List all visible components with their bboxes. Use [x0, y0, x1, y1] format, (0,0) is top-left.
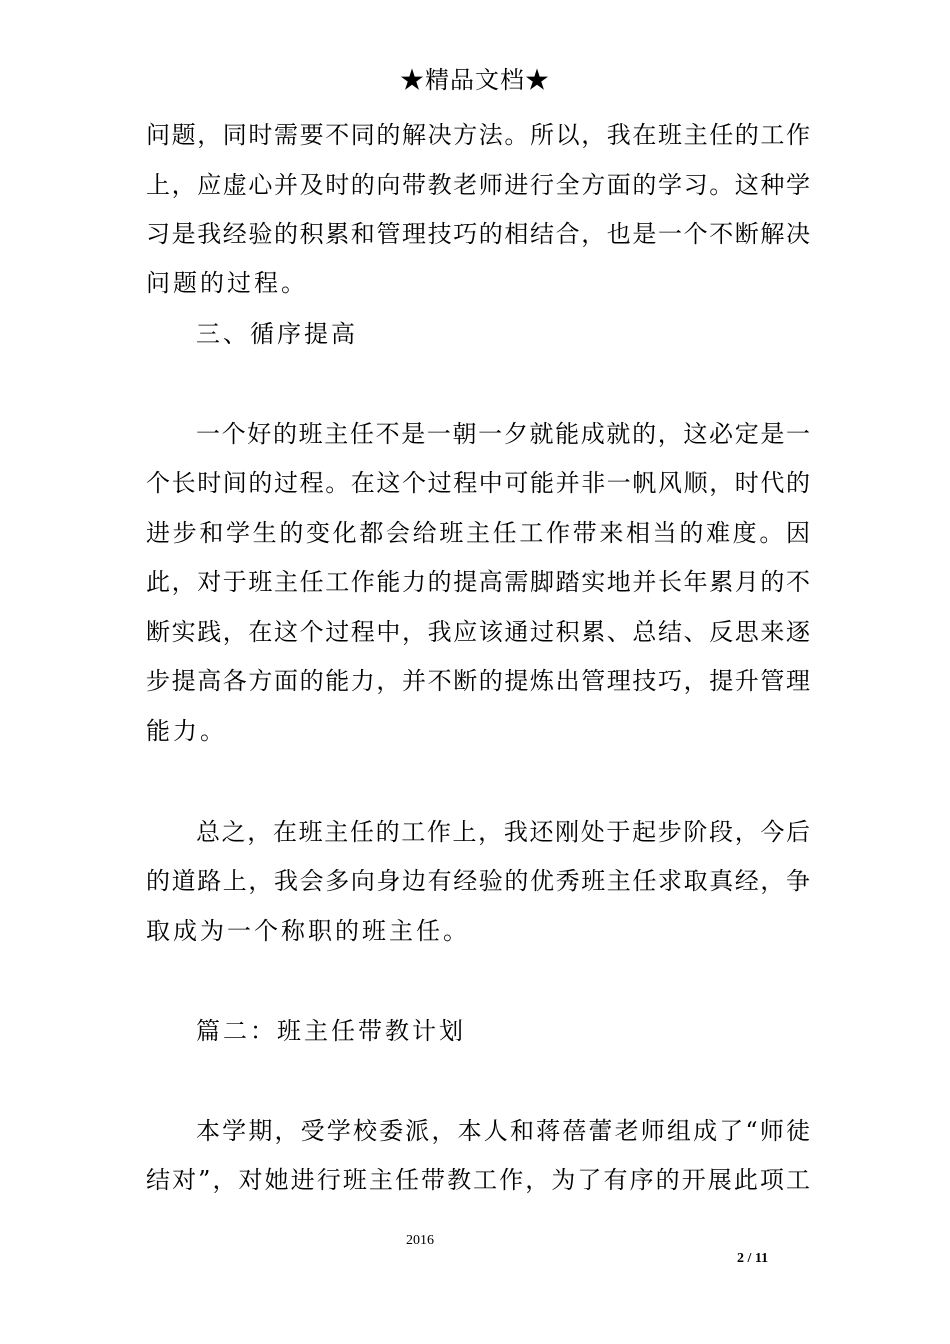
- body-line: 问题的过程。: [146, 269, 308, 297]
- body-line: 上，应虚心并及时的向带教老师进行全方面的学习。这种学: [146, 171, 810, 199]
- document-header-title: ★精品文档★: [400, 66, 550, 94]
- body-line: 总之，在班主任的工作上，我还刚处于起步阶段，今后: [196, 818, 810, 846]
- body-line: 取成为一个称职的班主任。: [146, 917, 470, 945]
- page-number: 2 / 11: [737, 1251, 769, 1266]
- section-heading: 三、循序提高: [196, 320, 358, 348]
- body-line: 能力。: [146, 717, 227, 745]
- body-line: 进步和学生的变化都会给班主任工作带来相当的难度。因: [146, 519, 810, 547]
- body-line: 个长时间的过程。在这个过程中可能并非一帆风顺，时代的: [146, 469, 810, 497]
- body-line: 结对”，对她进行班主任带教工作，为了有序的开展此项工: [146, 1166, 810, 1194]
- footer-year: 2016: [406, 1233, 434, 1248]
- body-line: 步提高各方面的能力，并不断的提炼出管理技巧，提升管理: [146, 667, 810, 695]
- section-heading: 篇二：班主任带教计划: [196, 1017, 466, 1045]
- body-line: 断实践，在这个过程中，我应该通过积累、总结、反思来逐: [146, 618, 810, 646]
- body-line: 一个好的班主任不是一朝一夕就能成就的，这必定是一: [196, 420, 810, 448]
- body-line: 问题，同时需要不同的解决方法。所以，我在班主任的工作: [146, 121, 810, 149]
- body-line: 本学期，受学校委派，本人和蒋蓓蕾老师组成了“师徒: [196, 1117, 810, 1145]
- body-line: 的道路上，我会多向身边有经验的优秀班主任求取真经，争: [146, 867, 810, 895]
- body-line: 习是我经验的积累和管理技巧的相结合，也是一个不断解决: [146, 220, 810, 248]
- body-line: 此，对于班主任工作能力的提高需脚踏实地并长年累月的不: [146, 568, 810, 596]
